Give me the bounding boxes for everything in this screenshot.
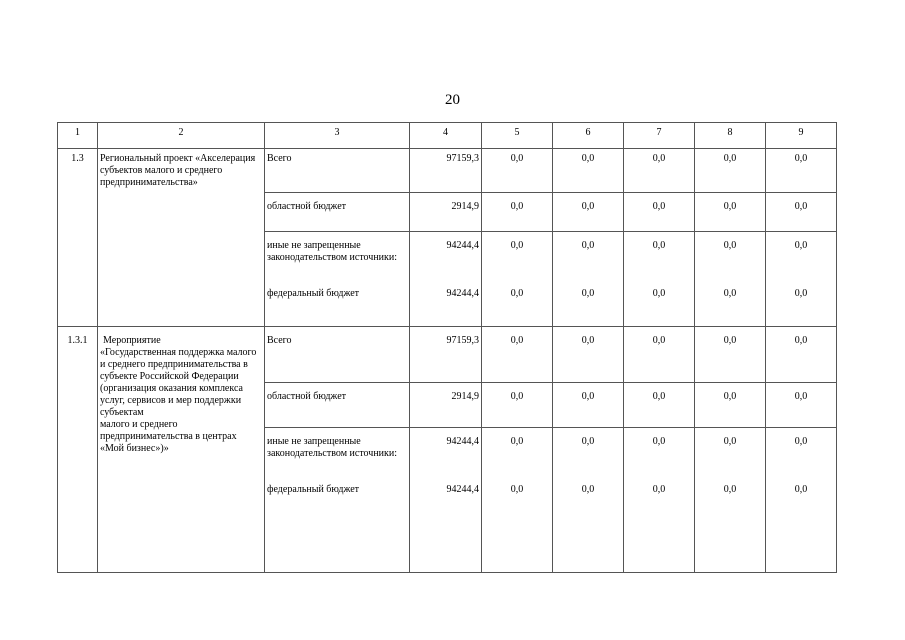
- value-cell: 0,0: [766, 383, 837, 428]
- funding-source: иные не запрещенные законодательством источники:: [267, 436, 398, 459]
- value-cell: 0,0: [624, 149, 695, 193]
- funding-source: Всего: [265, 327, 410, 383]
- funding-subsource: федеральный бюджет: [267, 288, 360, 299]
- header-cell: 7: [624, 123, 695, 149]
- header-cell: 2: [98, 123, 265, 149]
- value-cell: 0,0: [624, 383, 695, 428]
- project-name: Региональный проект «Акселерация субъектов малого и среднего предпринимательства»: [98, 149, 265, 327]
- value-cell: 94244,4 94244,4: [410, 232, 482, 327]
- header-cell: 5: [482, 123, 553, 149]
- value-cell: 0,0: [482, 383, 553, 428]
- value-cell: 97159,3: [410, 149, 482, 193]
- funding-source: иные не запрещенные законодательством источники:: [267, 240, 398, 263]
- funding-subsource: федеральный бюджет: [267, 484, 360, 495]
- value-cell: 0,0: [553, 193, 624, 232]
- value-cell: 0,0 0,0: [482, 428, 553, 573]
- value-cell: 0,0 0,0: [482, 232, 553, 327]
- value-cell: 94244,4 94244,4: [410, 428, 482, 573]
- value-cell: 0,0: [624, 193, 695, 232]
- funding-table: [57, 122, 837, 573]
- page-number: 20: [445, 92, 460, 108]
- value-cell: 0,0: [766, 149, 837, 193]
- value-cell: 97159,3: [410, 327, 482, 383]
- value-cell: 0,0: [553, 327, 624, 383]
- row-number: 1.3: [58, 149, 98, 327]
- value-cell: 0,0: [695, 149, 766, 193]
- value-cell: 0,0: [695, 327, 766, 383]
- header-cell: 9: [766, 123, 837, 149]
- header-cell: 6: [553, 123, 624, 149]
- header-cell: 8: [695, 123, 766, 149]
- value-cell: 0,0 0,0: [624, 428, 695, 573]
- header-cell: 4: [410, 123, 482, 149]
- value-cell: 0,0: [482, 193, 553, 232]
- measure-name-line: «Государственная поддержка малого и среднего предпринимательства в субъекте Российской Федерации (организация оказания комплекса услуг, сервисов и мер поддержки субъектам: [100, 347, 257, 418]
- measure-name: [98, 327, 265, 573]
- value-cell: 0,0 0,0: [695, 428, 766, 573]
- measure-name-line: Мероприятие: [103, 335, 161, 346]
- value-cell: 0,0 0,0: [695, 232, 766, 327]
- value-cell: 0,0 0,0: [766, 232, 837, 327]
- funding-source-group: [265, 428, 410, 573]
- value-cell: 0,0: [553, 383, 624, 428]
- value-cell: 0,0 0,0: [553, 232, 624, 327]
- value-cell: 0,0: [553, 149, 624, 193]
- funding-source: областной бюджет: [265, 193, 410, 232]
- value-cell: 2914,9: [410, 383, 482, 428]
- funding-source: областной бюджет: [265, 383, 410, 428]
- header-cell: 3: [265, 123, 410, 149]
- value-cell: 0,0: [482, 327, 553, 383]
- header-row: [58, 123, 837, 149]
- value-cell: 0,0: [695, 383, 766, 428]
- row-number: 1.3.1: [58, 327, 98, 573]
- value-cell: 0,0 0,0: [766, 428, 837, 573]
- value-cell: 2914,9: [410, 193, 482, 232]
- value-cell: 0,0: [766, 327, 837, 383]
- funding-source: Всего: [265, 149, 410, 193]
- measure-name-line: малого и среднего предпринимательства в центрах «Мой бизнес»)»: [100, 419, 237, 454]
- table-row: [58, 149, 837, 193]
- value-cell: 0,0 0,0: [624, 232, 695, 327]
- value-cell: 0,0: [695, 193, 766, 232]
- value-cell: 0,0: [624, 327, 695, 383]
- value-cell: 0,0 0,0: [553, 428, 624, 573]
- table-row: [58, 327, 837, 383]
- funding-source-group: [265, 232, 410, 327]
- value-cell: 0,0: [766, 193, 837, 232]
- value-cell: 0,0: [482, 149, 553, 193]
- header-cell: 1: [58, 123, 98, 149]
